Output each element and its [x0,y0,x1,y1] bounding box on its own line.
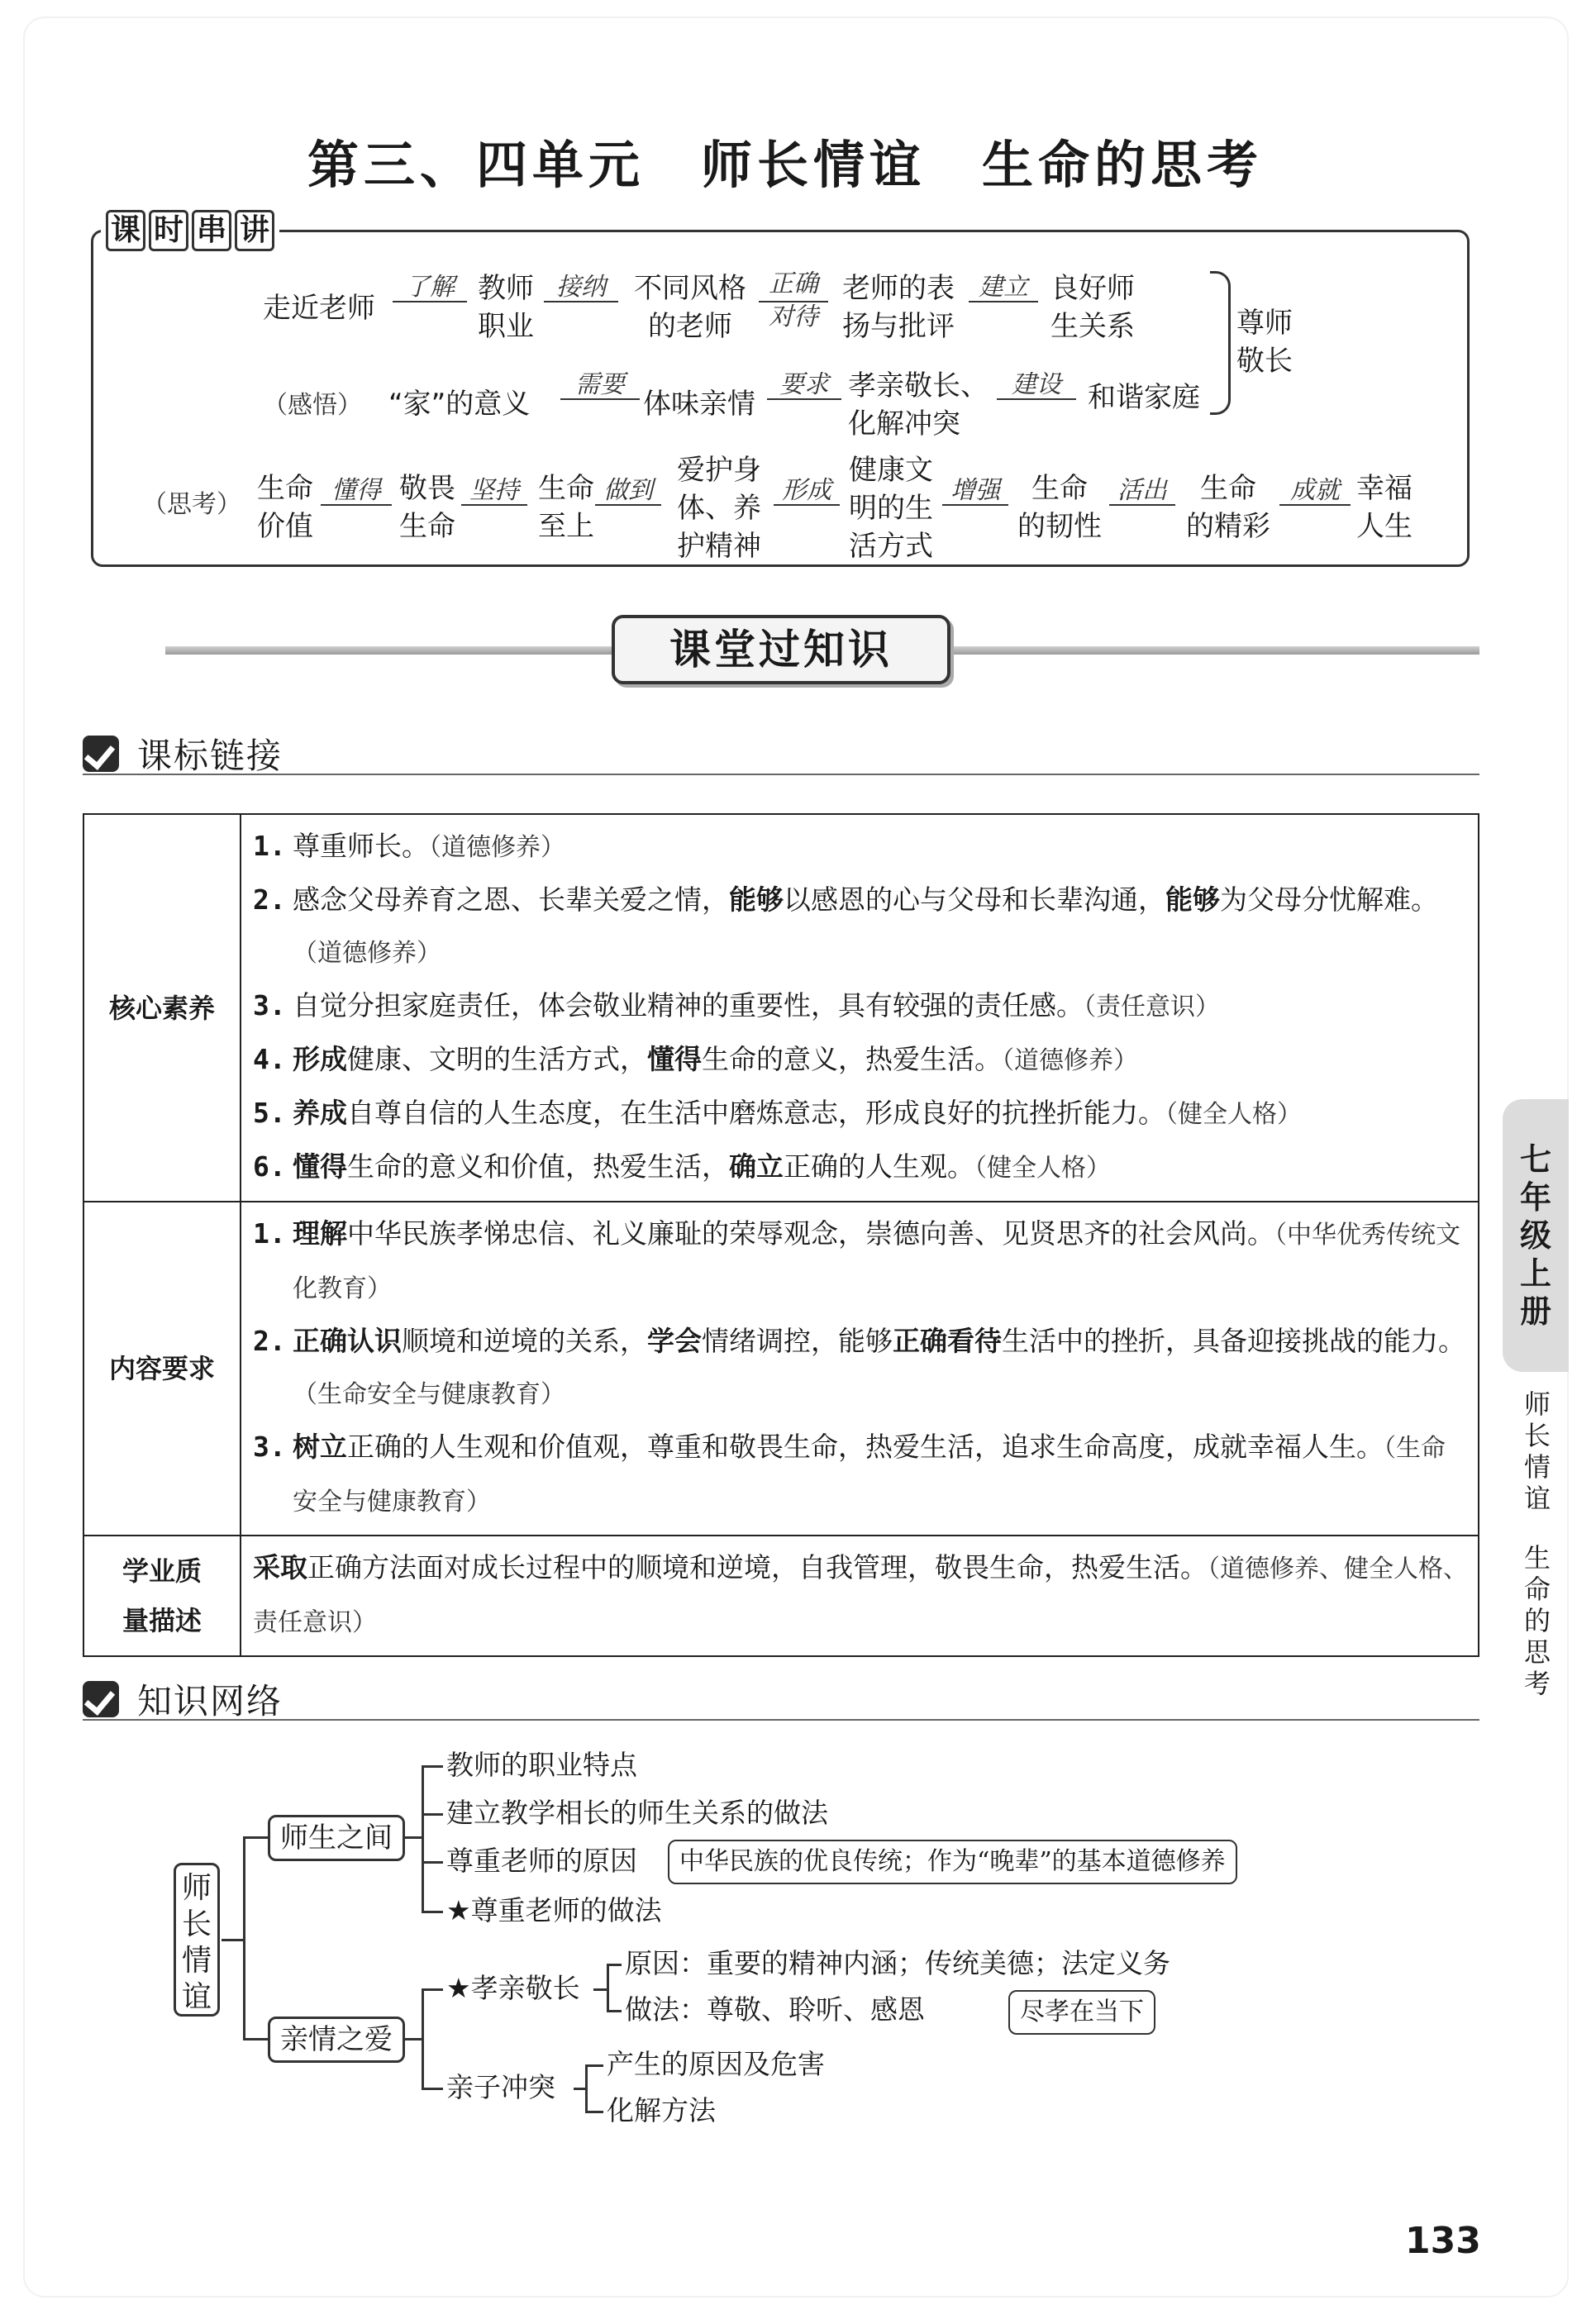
network-reason-box: 中华民族的优良传统；作为“晚辈”的基本道德修养 [668,1840,1237,1884]
underline [321,504,392,506]
handwritten-note: 建立 [979,273,1028,302]
section-heading-network: 知识网络 [83,1674,283,1724]
underline [1279,504,1351,506]
outline-node: 生命 的韧性 [1017,472,1102,543]
side-tab-units: 师长情谊 生命的思考 [1523,1388,1551,1699]
connector [585,2064,588,2112]
outline-node: 不同风格 的老师 [634,272,746,343]
connector [422,2088,443,2090]
outline-node: 敬畏 生命 [399,472,455,543]
underline [969,301,1038,302]
handwritten-note: 需要 [575,370,625,399]
row-header: 内容要求 [83,1202,241,1536]
outline-group: 尊师 敬长 [1236,307,1293,378]
outline-node: “家”的意义 [388,388,531,421]
handwritten-note: 坚持 [469,476,519,505]
brace [1210,271,1231,415]
row-content: 采取正确方法面对成长过程中的顺境和逆境，自我管理，敬畏生命，热爱生活。（道德修养、健全人格、责任意识） [241,1536,1479,1656]
standard-item: 2. 正确认识顺境和逆境的关系，学会情绪调控，能够正确看待生活中的挫折，具备迎接挑战的能力。（生命安全与健康教育） [253,1325,1465,1409]
connector [422,1861,443,1864]
underline [393,301,467,302]
outline-node: 生命 的精彩 [1186,472,1270,543]
underline [774,504,840,506]
outline-node: 老师的表 扬与批评 [842,272,955,343]
standard-item: 1. 理解中华民族孝悌忠信、礼义廉耻的荣辱观念，崇德向善、见贤思齐的社会风尚。（中华优秀传统文化教育） [253,1217,1460,1303]
curriculum-standards-table [83,813,1479,1657]
network-item: 亲子冲突 [446,2071,555,2103]
handwritten-note: 懂得 [331,476,381,505]
outline-prefix: （感悟） [263,391,362,420]
outline-start: 走近老师 [263,292,375,325]
side-tab-grade: 七年级上册 [1519,1141,1551,1330]
underline [1109,504,1175,506]
handwritten-note: 活出 [1117,476,1167,505]
underline [595,504,661,506]
connector [593,1988,607,1991]
outline-node: 和谐家庭 [1088,381,1200,414]
network-item: 化解方法 [607,2094,716,2126]
network-item: 产生的原因及危害 [607,2048,825,2080]
connector [585,2064,603,2067]
section-banner: 课堂过知识 [612,615,950,684]
label-char: 讲 [235,210,274,251]
connector [422,1765,424,1912]
network-item: 原因：重要的精神内涵；传统美德；法定义务 [625,1947,1170,1979]
handwritten-note: 了解 [405,273,455,302]
network-item: 建立教学相长的师生关系的做法 [446,1797,828,1829]
row-header: 核心素养 [83,814,241,1202]
label-char: 时 [149,210,188,251]
connector [422,1911,443,1913]
connector [607,2010,622,2012]
banner-line-right [950,646,1479,655]
handwritten-note: 增强 [950,476,1000,505]
handwritten-note: 形成 [782,476,831,505]
connector [422,1813,443,1816]
underline [544,301,618,302]
connector [607,1964,609,2012]
network-extra-box: 尽孝在当下 [1008,1990,1155,2035]
underline [942,504,1008,506]
standard-item: 3. 树立正确的人生观和价值观，尊重和敬畏生命，热爱生活，追求生命高度，成就幸福人生。（生命安全与健康教育） [253,1431,1446,1517]
network-root: 师 长 情 谊 [174,1863,220,2017]
connector [422,1765,443,1768]
banner-line-left [165,646,612,655]
connector [405,1836,422,1839]
table-row [83,1202,1479,1536]
row-content [241,1202,1479,1536]
label-char: 串 [192,210,231,251]
table-row [83,814,1479,1202]
connector [422,1988,424,2089]
connector [422,1988,443,1991]
connector [585,2111,603,2113]
outline-node: 良好师 生关系 [1051,272,1135,343]
page-number: 133 [1405,2220,1481,2262]
page-title: 第三、四单元 师长情谊 生命的思考 [307,135,1263,195]
standard-item: 5. 养成自尊自信的人生态度，在生活中磨炼意志，形成良好的抗挫折能力。（健全人格） [253,1097,1302,1129]
row-content [241,814,1479,1202]
table-row [83,1536,1479,1656]
underline [997,398,1076,400]
handwritten-note: 做到 [603,476,653,505]
section-rule [83,1719,1479,1721]
standard-item: 1. 尊重师长。（道德修养） [253,830,565,862]
network-item: 尊重老师的原因 [446,1845,637,1877]
checkbox-icon [83,736,119,772]
section-heading-standards: 课标链接 [83,729,283,779]
standard-item: 3. 自觉分担家庭责任，体会敬业精神的重要性，具有较强的责任感。（责任意识） [253,989,1220,1021]
outline-node: 生命 价值 [257,472,313,543]
lesson-outline-label [101,210,279,251]
connector [243,2038,268,2040]
connector [243,1836,245,2040]
underline [767,398,841,400]
network-branch-teachers: 师生之间 [268,1815,405,1861]
outline-node: 体味亲情 [643,388,755,421]
section-rule [83,774,1479,775]
connector [607,1964,622,1966]
handwritten-note: 要求 [779,370,829,399]
checkbox-icon [83,1681,119,1717]
handwritten-note: 接纳 [556,273,606,302]
connector [405,2038,422,2040]
standard-item: 4. 形成健康、文明的生活方式，懂得生命的意义，热爱生活。（道德修养） [253,1043,1138,1075]
handwritten-note: 成就 [1290,476,1340,505]
handwritten-note: 建设 [1012,370,1061,399]
outline-node: 健康文 明的生 活方式 [849,454,933,563]
underline [560,398,640,400]
underline [461,504,527,506]
network-item: ★孝亲敬长 [446,1972,580,2004]
standard-item: 6. 懂得生命的意义和价值，热爱生活，确立正确的人生观。（健全人格） [253,1150,1111,1183]
outline-node: 教师 职业 [478,272,534,343]
row-header: 学业质 量描述 [83,1536,241,1656]
label-char: 课 [106,210,145,251]
connector [243,1836,268,1839]
outline-node: 孝亲敬长、 化解冲突 [848,369,989,440]
outline-node: 生命 至上 [538,472,594,543]
connector [574,2088,585,2090]
outline-prefix: （思考） [142,490,241,519]
network-branch-family: 亲情之爱 [268,2017,405,2063]
connector [222,1939,243,1941]
standard-item: 2. 感念父母养育之恩、长辈关爱之情，能够以感恩的心与父母和长辈沟通，能够为父母分忧解难。（道德修养） [253,883,1438,968]
network-item: 教师的职业特点 [446,1749,637,1781]
outline-node: 爱护身 体、养 护精神 [677,454,761,563]
handwritten-note: 正确 对待 [769,269,818,331]
network-item: 做法：尊敬、聆听、感恩 [625,1993,925,2026]
network-item: ★尊重老师的做法 [446,1894,662,1926]
outline-node: 幸福 人生 [1356,472,1413,543]
underline [759,301,828,302]
